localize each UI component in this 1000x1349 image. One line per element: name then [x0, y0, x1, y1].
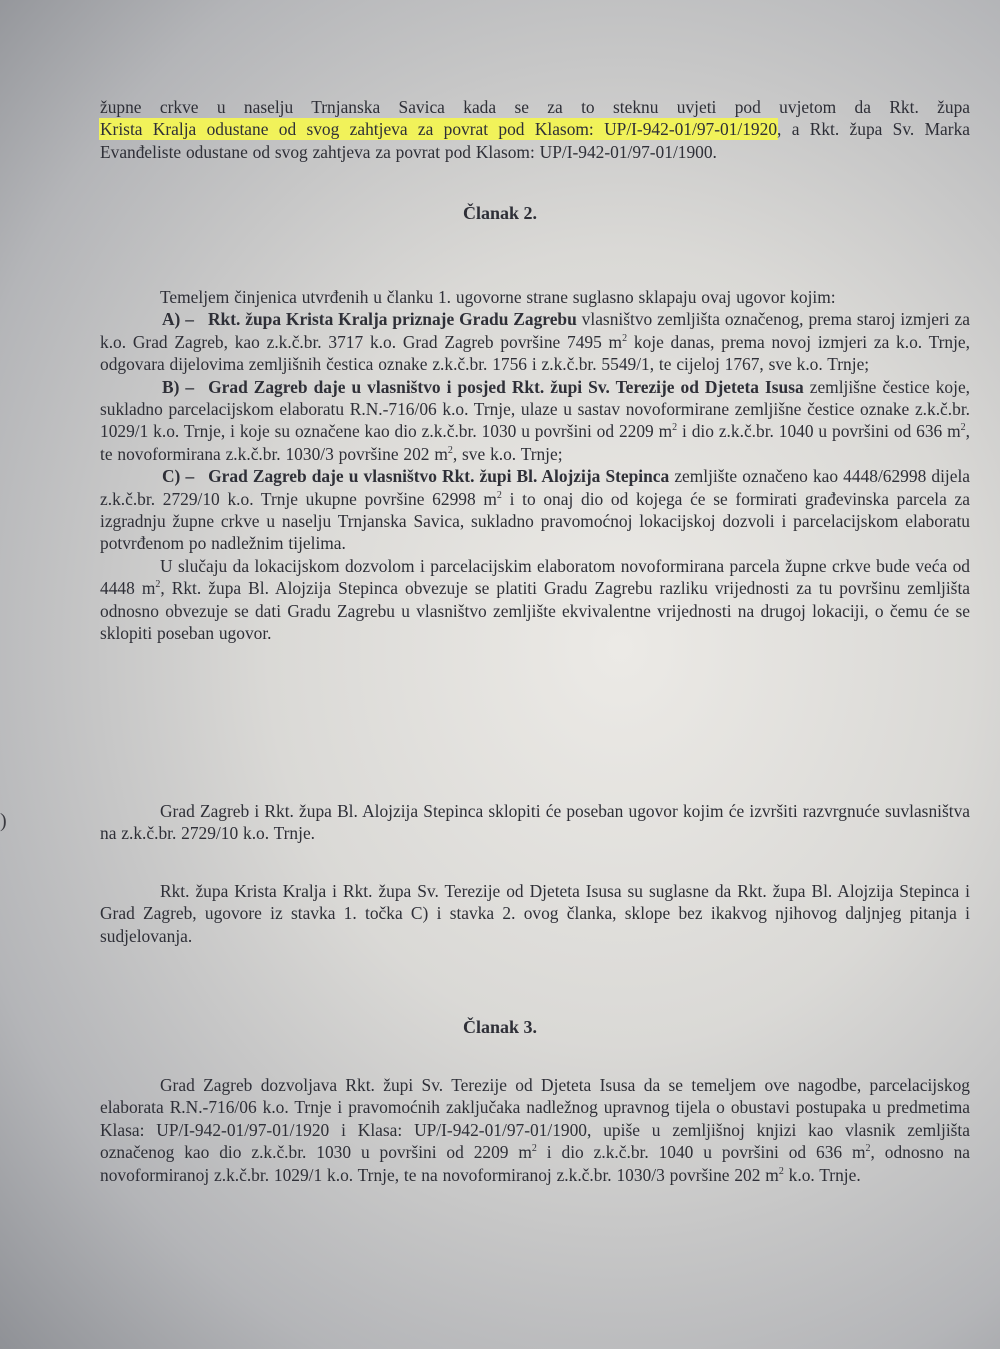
- item-b-text-4: , sve k.o. Trnje;: [452, 443, 563, 464]
- article-2-consent-paragraph: [100, 880, 970, 947]
- item-b-bold: Grad Zagreb daje u vlasništvo i posjed Rkt. župi Sv. Terezije od Djeteta Isusa: [208, 376, 804, 397]
- item-b-text-1: zemljišne čestice koje, sukladno parcelacijskom elaboratu R.N.-716/06 k.o. Trnje, ulaze u sastav novoformirane zemljišne čestice oznake z.k.č.br. 1029/1 k.o. Trnje, i koje su označene kao dio z.k.č.br. 1030 u površini od 2209 m: [100, 376, 971, 442]
- article-3-text-1: Grad Zagreb dozvoljava Rkt. župi Sv. Terezije od Djeteta Isusa da se temeljem ove nagodbe, parcelacijskog elaborata R.N.-716/06 k.o. Trnje i pravomoćnih zaključaka nadležnog upravnog tijela o obustavi postupaka u predmetima Klasa: UP/I-942-01/97-01/1920 i Klasa: UP/I-942-01/97-01/1900, upiše u zemljišnoj knjizi kao vlasnik zemljišta označenog kao dio z.k.č.br. 1030 u površini od 2209 m: [100, 1075, 970, 1163]
- article-2-contract-paragraph: [100, 800, 970, 845]
- contract-text: Grad Zagreb i Rkt. župa Bl. Alojzija Stepinca sklopiti će poseban ugovor kojim će izvršiti razvrgnuće suvlasništva na z.k.č.br. 2729/10 k.o. Trnje.: [100, 801, 970, 844]
- intro-line-1: župne crkve u naselju Trnjanska Savica kada se za to steknu uvjeti pod uvjetom da Rkt. župa: [100, 97, 970, 117]
- item-a-label: A) –: [162, 309, 194, 330]
- article-3-sup-2: 2: [865, 1143, 871, 1155]
- article-3-heading: Članak 3.: [462, 1017, 538, 1037]
- item-a-sup: 2: [622, 333, 628, 345]
- item-a-text: vlasništvo zemljišta označenog, prema staroj izmjeri za k.o. Grad Zagreb, kao z.k.č.br. 3717 k.o. Grad Zagreb površine 7495 m: [100, 309, 970, 352]
- item-c-bold: Grad Zagreb daje u vlasništvo Rkt. župi Bl. Alojzija Stepinca: [208, 466, 670, 487]
- item-c-text-2: i to onaj dio od kojega će se formirati građevinska parcela za izgradnju župne crkve u naselju Trnjanska Savica, sukladno pravomoćnoj lokacijskoj dozvoli i parcelacijskom elaboratu potvrđenom po nadležnim tijelima.: [100, 488, 970, 554]
- item-b-text-2: i dio z.k.č.br. 1040 u površini od 636 m: [677, 421, 961, 442]
- article-3-text-4: k.o. Trnje.: [783, 1164, 861, 1185]
- article-2-body: [100, 286, 970, 645]
- article-3-text-2: i dio z.k.č.br. 1040 u površini od 636 m: [536, 1142, 866, 1163]
- difference-text-2: , Rkt. župa Bl. Alojzija Stepinca obvezuje se platiti Gradu Zagrebu razliku vrijednosti za tu površinu zemljišta odnosno obvezuje se dati Gradu Zagrebu u vlasništvo zemljište ekvivalentne vrijednosti na drugoj lokaciji, o čemu će se sklopiti poseban ugovor.: [100, 578, 971, 644]
- item-c-sup: 2: [496, 489, 502, 501]
- difference-sup: 2: [155, 579, 161, 591]
- margin-mark: ): [0, 810, 7, 832]
- article-2-item-b: [100, 376, 970, 466]
- article-2-lead: Temeljem činjenica utvrđenih u članku 1. ugovorne strane suglasno sklapaju ovaj ugovor kojim:: [160, 287, 836, 307]
- article-2-item-c: [100, 465, 970, 555]
- article-3-sup-3: 2: [778, 1165, 784, 1177]
- item-b-text-3: , te novoformirana z.k.č.br. 1030/3 površine 202 m: [100, 421, 970, 464]
- intro-paragraph: [100, 96, 970, 163]
- consent-text: Rkt. župa Krista Kralja i Rkt. župa Sv. Terezije od Djeteta Isusa su suglasne da Rkt. župa Bl. Alojzija Stepinca i Grad Zagreb, ugovore iz stavka 1. točka C) i stavka 2. ovog članka, sklope bez ikakvog njihovog daljnjeg pitanja i sudjelovanja.: [100, 881, 970, 946]
- article-2-difference-paragraph: [100, 555, 970, 645]
- item-a-text-end: koje danas, prema novoj izmjeri za k.o. Trnje, odgovara dijelovima zemljišnih čestica oznake z.k.č.br. 1756 i z.k.č.br. 5549/1, te cijeloj 1767, sve k.o. Trnje;: [100, 331, 970, 375]
- intro-continuation: , a Rkt. župa Sv. Marka Evanđeliste odustane od svog zahtjeva za povrat pod Klasom: UP/I-942-01/97-01/1900.: [100, 119, 970, 162]
- item-b-sup-1: 2: [672, 422, 678, 434]
- highlighted-text: Krista Kralja odustane od svog zahtjeva za povrat pod Klasom: UP/I-942-01/97-01/1920: [100, 119, 778, 140]
- item-a-bold: Rkt. župa Krista Kralja priznaje Gradu Zagrebu: [207, 309, 577, 330]
- article-3-text-3: , odnosno na novoformiranoj z.k.č.br. 1029/1 k.o. Trnje, te na novoformiranoj z.k.č.br. 1030/3 površine 202 m: [100, 1142, 970, 1185]
- item-c-label: C) –: [162, 466, 195, 487]
- article-3-sup-1: 2: [531, 1143, 537, 1155]
- item-b-sup-3: 2: [447, 445, 453, 457]
- difference-text-1: U slučaju da lokacijskom dozvolom i parcelacijskim elaboratom novoformirana parcela župne crkve bude veća od 4448 m: [100, 555, 970, 599]
- item-b-label: B) –: [162, 376, 195, 397]
- article-3-body: [100, 1074, 970, 1186]
- article-3-paragraph: [100, 1074, 970, 1186]
- article-2-heading: Članak 2.: [462, 203, 538, 223]
- item-b-sup-2: 2: [960, 422, 966, 434]
- item-c-text-1: zemljište označeno kao 4448/62998 dijela z.k.č.br. 2729/10 k.o. Trnje ukupne površine 62998 m: [100, 466, 970, 509]
- article-2-item-a: [100, 308, 970, 375]
